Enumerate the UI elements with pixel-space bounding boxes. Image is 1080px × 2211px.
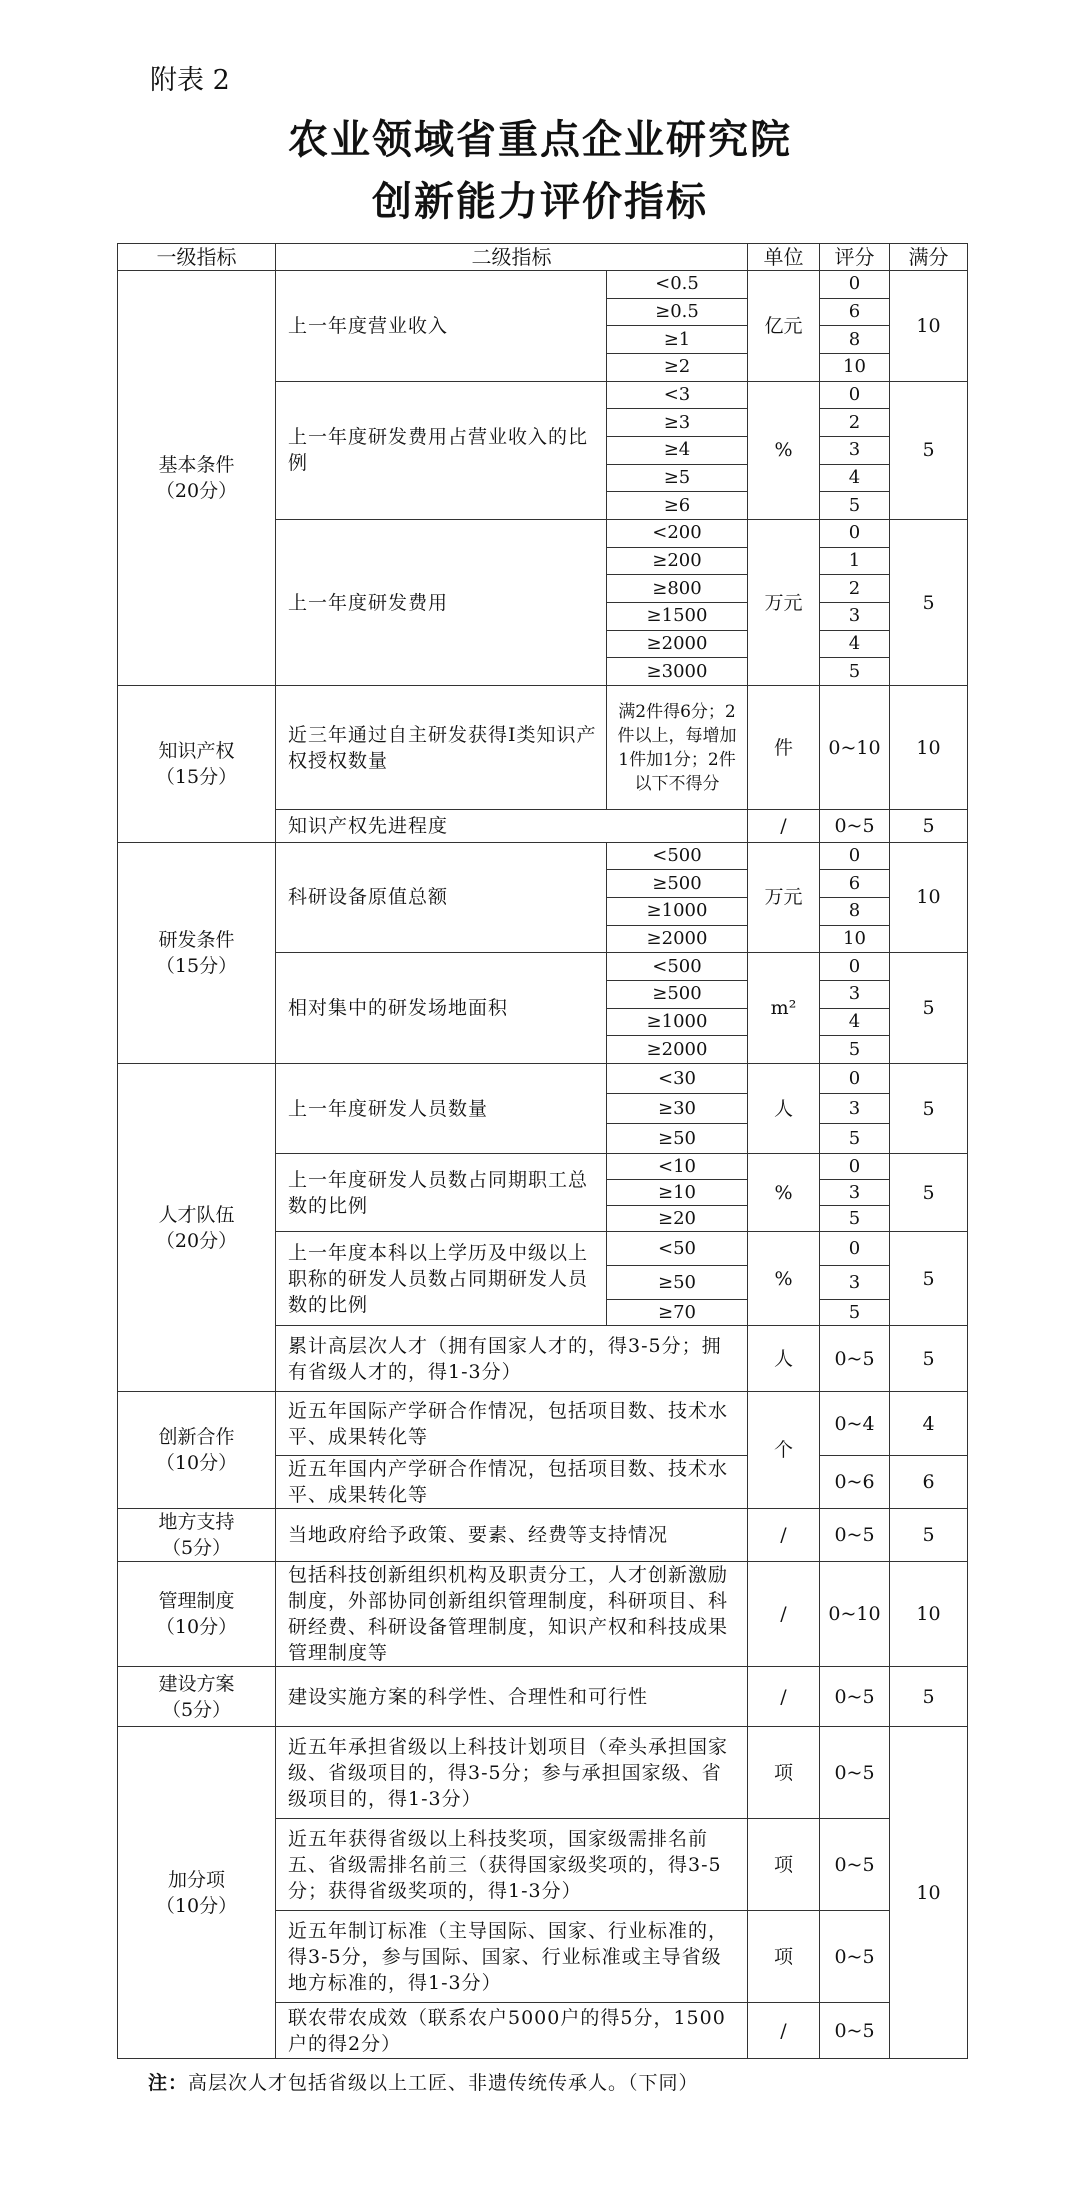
group-cooperation: 创新合作 （10分）: [118, 1392, 276, 1509]
group-basic-conditions: 基本条件 （20分）: [118, 271, 276, 686]
unit: %: [748, 381, 820, 519]
indicator-plan-feasibility: 建设实施方案的科学性、合理性和可行性: [276, 1667, 748, 1727]
criterion: 满2件得6分；2件以上，每增加1件加1分；2件以下不得分: [607, 686, 748, 810]
unit: /: [748, 1667, 820, 1727]
full-score: 5: [890, 381, 968, 519]
unit: 件: [748, 686, 820, 810]
criterion: ≥70: [607, 1300, 748, 1326]
criterion: ≥2000: [607, 925, 748, 953]
criterion: ≥500: [607, 980, 748, 1008]
table-row: [118, 1392, 968, 1456]
criterion: ≥50: [607, 1124, 748, 1154]
score: 0: [820, 381, 890, 409]
score: 6: [820, 298, 890, 326]
criterion: ≥0.5: [607, 298, 748, 326]
score: 5: [820, 658, 890, 686]
indicator-rd-staff-ratio: 上一年度研发人员数占同期职工总数的比例: [276, 1154, 607, 1232]
indicator-equipment: 科研设备原值总额: [276, 842, 607, 953]
group-bonus: 加分项 （10分）: [118, 1727, 276, 2059]
header-level2: 二级指标: [276, 244, 748, 271]
score: 0~10: [820, 686, 890, 810]
unit: /: [748, 1509, 820, 1562]
unit: 万元: [748, 842, 820, 953]
criterion: ≥1000: [607, 1008, 748, 1036]
score: 10: [820, 354, 890, 382]
score: 3: [820, 603, 890, 631]
score: 8: [820, 897, 890, 925]
appendix-label: 附表 2: [150, 65, 230, 96]
full-score: 5: [890, 953, 968, 1064]
criterion: ≥4: [607, 437, 748, 465]
evaluation-table: [117, 243, 968, 2059]
criterion: ≥500: [607, 870, 748, 898]
score: 4: [820, 464, 890, 492]
score: 0~5: [820, 1667, 890, 1727]
table-row: [118, 271, 968, 299]
footnote-label: 注：: [148, 2072, 189, 2094]
unit: %: [748, 1154, 820, 1232]
indicator-rd-ratio: 上一年度研发费用占营业收入的比例: [276, 381, 607, 519]
indicator-farmer-linkage: 联农带农成效（联系农户5000户的得5分，1500户的得2分）: [276, 2003, 748, 2059]
criterion: <0.5: [607, 271, 748, 299]
score: 0: [820, 1064, 890, 1094]
indicator-qualified-staff: 上一年度本科以上学历及中级以上职称的研发人员数占同期研发人员数的比例: [276, 1232, 607, 1326]
indicator-ip-level: 知识产权先进程度: [276, 810, 748, 842]
score: 0: [820, 520, 890, 548]
criterion: <3: [607, 381, 748, 409]
full-score: 10: [890, 1727, 968, 2059]
score: 5: [820, 1124, 890, 1154]
criterion: <50: [607, 1232, 748, 1266]
full-score: 5: [890, 520, 968, 686]
criterion: <500: [607, 953, 748, 981]
unit: 万元: [748, 520, 820, 686]
score: 2: [820, 575, 890, 603]
score: 0~6: [820, 1456, 890, 1509]
unit: 项: [748, 1819, 820, 1911]
criterion: ≥2: [607, 354, 748, 382]
group-local-support: 地方支持 （5分）: [118, 1509, 276, 1562]
criterion: ≥200: [607, 547, 748, 575]
score: 0: [820, 1232, 890, 1266]
full-score: 5: [890, 1064, 968, 1154]
score: 3: [820, 1266, 890, 1300]
indicator-rd-expense: 上一年度研发费用: [276, 520, 607, 686]
score: 0~5: [820, 1911, 890, 2003]
unit: 个: [748, 1392, 820, 1509]
score: 3: [820, 1094, 890, 1124]
score: 3: [820, 980, 890, 1008]
indicator-sci-awards: 近五年获得省级以上科技奖项，国家级需排名前五、省级需排名前三（获得国家级奖项的，得3-5分；获得省级奖项的，得1-3分）: [276, 1819, 748, 1911]
criterion: ≥1500: [607, 603, 748, 631]
header-unit: 单位: [748, 244, 820, 271]
score: 5: [820, 492, 890, 520]
criterion: <500: [607, 842, 748, 870]
score: 5: [820, 1036, 890, 1064]
footnote-text: 高层次人才包括省级以上工匠、非遗传统传承人。（下同）: [188, 2072, 699, 2094]
footnote: [148, 2068, 699, 2095]
criterion: <10: [607, 1154, 748, 1180]
document-title-line2: 创新能力评价指标: [372, 178, 708, 225]
unit: /: [748, 1562, 820, 1667]
score: 2: [820, 409, 890, 437]
score: 0~4: [820, 1392, 890, 1456]
header-level1: 一级指标: [118, 244, 276, 271]
criterion: <200: [607, 520, 748, 548]
criterion: ≥2000: [607, 1036, 748, 1064]
full-score: 5: [890, 1326, 968, 1392]
score: 0: [820, 842, 890, 870]
full-score: 10: [890, 686, 968, 810]
score: 0~5: [820, 810, 890, 842]
score: 3: [820, 1180, 890, 1206]
criterion: ≥5: [607, 464, 748, 492]
indicator-revenue: 上一年度营业收入: [276, 271, 607, 382]
unit: /: [748, 810, 820, 842]
document-title-line1: 农业领域省重点企业研究院: [288, 116, 792, 163]
score: 0~5: [820, 1727, 890, 1819]
score: 6: [820, 870, 890, 898]
unit: 人: [748, 1326, 820, 1392]
criterion: ≥30: [607, 1094, 748, 1124]
group-talent: 人才队伍 （20分）: [118, 1064, 276, 1392]
table-header-row: [118, 244, 968, 271]
full-score: 10: [890, 842, 968, 953]
criterion: ≥3: [607, 409, 748, 437]
table-row: [118, 1509, 968, 1562]
indicator-ip-count: 近三年通过自主研发获得I类知识产权授权数量: [276, 686, 607, 810]
criterion: ≥2000: [607, 630, 748, 658]
full-score: 5: [890, 1667, 968, 1727]
group-ip: 知识产权 （15分）: [118, 686, 276, 842]
table-row: [118, 686, 968, 810]
unit: 项: [748, 1727, 820, 1819]
group-construction-plan: 建设方案 （5分）: [118, 1667, 276, 1727]
full-score: 5: [890, 810, 968, 842]
criterion: ≥3000: [607, 658, 748, 686]
criterion: ≥10: [607, 1180, 748, 1206]
score: 0: [820, 271, 890, 299]
full-score: 5: [890, 1154, 968, 1232]
table-row: [118, 1727, 968, 1819]
score: 0: [820, 953, 890, 981]
full-score: 4: [890, 1392, 968, 1456]
score: 0~10: [820, 1562, 890, 1667]
score: 0~5: [820, 1326, 890, 1392]
score: 0~5: [820, 1819, 890, 1911]
table-row: [118, 1667, 968, 1727]
header-full: 满分: [890, 244, 968, 271]
indicator-rd-staff: 上一年度研发人员数量: [276, 1064, 607, 1154]
score: 3: [820, 437, 890, 465]
score: 4: [820, 1008, 890, 1036]
full-score: 5: [890, 1509, 968, 1562]
score: 0: [820, 1154, 890, 1180]
indicator-gov-support: 当地政府给予政策、要素、经费等支持情况: [276, 1509, 748, 1562]
unit: m²: [748, 953, 820, 1064]
full-score: 6: [890, 1456, 968, 1509]
criterion: <30: [607, 1064, 748, 1094]
full-score: 10: [890, 271, 968, 382]
indicator-domestic-cooperation: 近五年国内产学研合作情况，包括项目数、技术水平、成果转化等: [276, 1456, 748, 1509]
full-score: 10: [890, 1562, 968, 1667]
criterion: ≥800: [607, 575, 748, 603]
table-row: [118, 1064, 968, 1094]
full-score: 5: [890, 1232, 968, 1326]
score: 1: [820, 547, 890, 575]
indicator-sci-projects: 近五年承担省级以上科技计划项目（牵头承担国家级、省级项目的，得3-5分；参与承担国家级、省级项目的，得1-3分）: [276, 1727, 748, 1819]
score: 8: [820, 326, 890, 354]
criterion: ≥1: [607, 326, 748, 354]
indicator-standards: 近五年制订标准（主导国际、国家、行业标准的，得3-5分，参与国际、国家、行业标准或主导省级地方标准的，得1-3分）: [276, 1911, 748, 2003]
score: 0~5: [820, 1509, 890, 1562]
unit: 人: [748, 1064, 820, 1154]
criterion: ≥20: [607, 1206, 748, 1232]
indicator-intl-cooperation: 近五年国际产学研合作情况，包括项目数、技术水平、成果转化等: [276, 1392, 748, 1456]
unit: %: [748, 1232, 820, 1326]
criterion: ≥1000: [607, 897, 748, 925]
unit: 亿元: [748, 271, 820, 382]
criterion: ≥50: [607, 1266, 748, 1300]
table-row: [118, 1562, 968, 1667]
indicator-management-system: 包括科技创新组织机构及职责分工，人才创新激励制度，外部协同创新组织管理制度，科研项目、科研经费、科研设备管理制度，知识产权和科技成果管理制度等: [276, 1562, 748, 1667]
group-rd-conditions: 研发条件 （15分）: [118, 842, 276, 1063]
unit: /: [748, 2003, 820, 2059]
table-row: [118, 842, 968, 870]
unit: 项: [748, 1911, 820, 2003]
score: 5: [820, 1300, 890, 1326]
criterion: ≥6: [607, 492, 748, 520]
group-management: 管理制度 （10分）: [118, 1562, 276, 1667]
score: 4: [820, 630, 890, 658]
score: 5: [820, 1206, 890, 1232]
header-score: 评分: [820, 244, 890, 271]
indicator-high-level-talent: 累计高层次人才（拥有国家人才的，得3-5分；拥有省级人才的，得1-3分）: [276, 1326, 748, 1392]
indicator-site-area: 相对集中的研发场地面积: [276, 953, 607, 1064]
score: 10: [820, 925, 890, 953]
score: 0~5: [820, 2003, 890, 2059]
